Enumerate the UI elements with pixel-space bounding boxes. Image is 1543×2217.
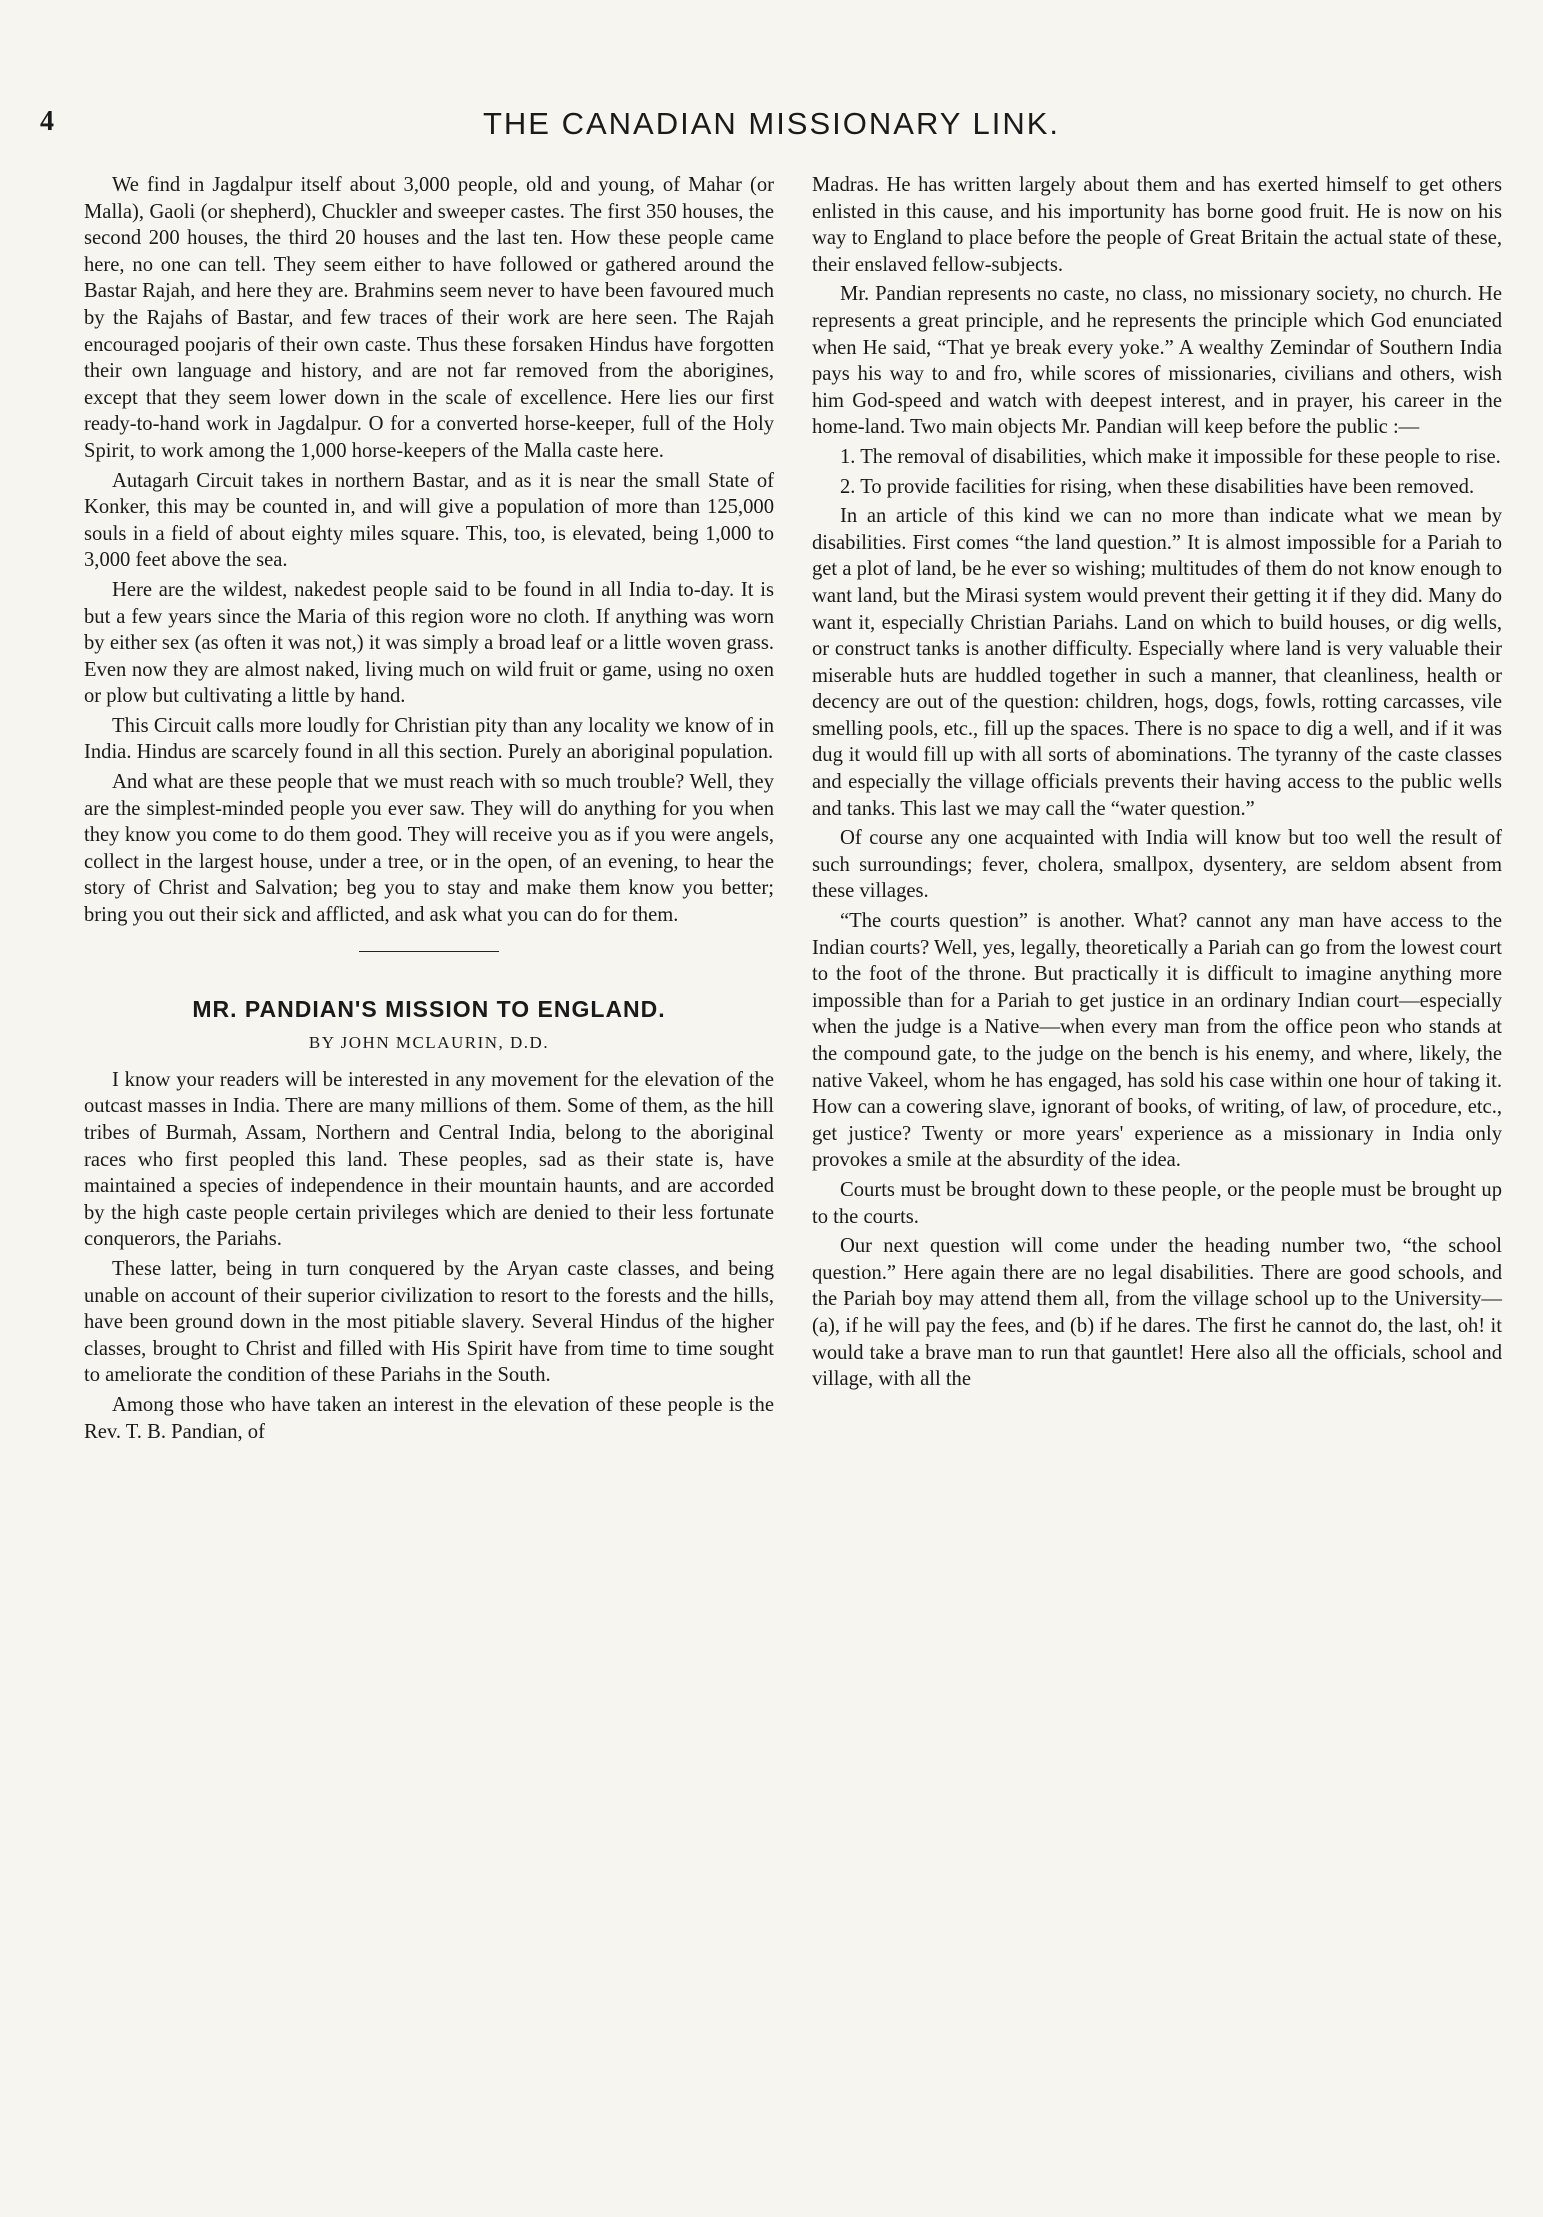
- running-title: THE CANADIAN MISSIONARY LINK.: [482, 106, 1061, 141]
- paragraph-madras-continued: Madras. He has written largely about them and has exerted himself to get others enlisted in this cause, and his importunity has borne good fruit. He is now on his way to England to place before the people of Great Britain the actual state of these, their enslaved fellow-subjects.: [812, 174, 1502, 276]
- paragraph-jagdalpur: We find in Jagdalpur itself about 3,000 people, old and young, of Mahar (or Malla), Gaoli (or shepherd), Chuckler and sweeper castes. The first 350 houses, the second 200 houses, the third 20 houses and the last ten. How these people came here, no one can tell. They seem either to have followed or gathered around the Bastar Rajah, and here they are. Brahmins seem never to have been favoured much by the Rajahs of Bastar, and few traces of their work are here seen. The Rajah encouraged poojaris of their own caste. Thus these forsaken Hindus have forgotten their own language and history, and are not far removed from the aborigines, except that they seem lower down in the scale of excellence. Here lies our first ready-to-hand work in Jagdalpur. O for a converted horse-keeper, full of the Holy Spirit, to work among the 1,000 horse-keepers of the Malla caste here.: [84, 174, 774, 462]
- list-item-facilities: 2. To provide facilities for rising, when these disabilities have been removed.: [840, 475, 1475, 498]
- section-divider: [359, 951, 499, 952]
- paragraph-courts-brought-down: Courts must be brought down to these people, or the people must be brought up to the courts.: [812, 1178, 1502, 1228]
- paragraph-courts-question: “The courts question” is another. What? cannot any man have access to the Indian courts? Well, yes, legally, theoretically a Pariah can go from the lowest court to the foot of the throne. But practically it is difficult to imagine anything more impossible than for a Pariah to get justice in an ordinary Indian court—especially when the judge is a Native—when every man from the office peon who stands at the compound gate, to the judge on the bench is his enemy, and where, likely, the native Vakeel, whom he has engaged, has sold his case within one hour of taking it. How can a cowering slave, ignorant of books, of writing, of law, of procedure, etc., get justice? Twenty or more years' experience as a missionary in India only provokes a smile at the absurdity of the idea.: [812, 910, 1502, 1172]
- paragraph-land-question: In an article of this kind we can no more than indicate what we mean by disabilities. First comes “the land question.” It is almost impossible for a Pariah to get a plot of land, be he ever so wishing; multitudes of them do not know enough to want land, but the Mirasi system would prevent their getting it if they did. Many do want it, especially Christian Pariahs. Land on which to build houses, or dig wells, or construct tanks is another difficulty. Especially where land is very valuable their miserable huts are huddled together in such a manner, that cleanliness, health or decency are out of the question: children, hogs, dogs, fowls, rotting carcasses, vile smelling pools, etc., fill up the spaces. There is no space to dig a well, and if it was dug it would fill up with all sorts of abominations. The tyranny of the caste classes and especially the village officials prevents their having access to the public wells and tanks. This last we may call the “water question.”: [812, 505, 1502, 820]
- article-byline: BY JOHN MCLAURIN, D.D.: [308, 1033, 550, 1053]
- article-title: MR. PANDIAN'S MISSION TO ENGLAND.: [192, 995, 666, 1022]
- paragraph-school-question: Our next question will come under the heading number two, “the school question.” Here again there are no legal disabilities. There are good schools, and the Pariah boy may attend them all, from the village school up to the University—(a), if he will pay the fees, and (b) if he dares. The first he cannot do, the last, oh! it would take a brave man to run that gauntlet! Here also all the officials, school and village, with all the: [812, 1235, 1502, 1391]
- paragraph-intro: I know your readers will be interested in any movement for the elevation of the outcast masses in India. There are many millions of them. Some of them, as the hill tribes of Burmah, Assam, Northern and Central India, belong to the aboriginal races who first peopled this land. These peoples, sad as their state is, have maintained a species of independence in their mountain haunts, and are accorded by the high caste people certain privileges which are denied to their less fortunate conquerors, the Pariahs.: [84, 1068, 774, 1251]
- paragraph-among-those: Among those who have taken an interest in the elevation of these people is the Rev. T. B. Pandian, of: [84, 1393, 774, 1443]
- paragraph-represents: Mr. Pandian represents no caste, no class, no missionary society, no church. He represents a great principle, and he represents the principle which God enunciated when He said, “That ye break every yoke.” A wealthy Zemindar of Southern India pays his way to and fro, while scores of missionaries, civilians and others, wish him God-speed and watch with deepest interest, and in prayer, his career in the home-land. Two main objects Mr. Pandian will keep before the public :—: [812, 283, 1502, 439]
- paragraph-surroundings: Of course any one acquainted with India will know but too well the result of such surroundings; fever, cholera, smallpox, dysentery, are seldom absent from these villages.: [812, 827, 1502, 903]
- paragraph-christian-pity: This Circuit calls more loudly for Christian pity than any locality we know of in India. Hindus are scarcely found in all this section. Purely an aboriginal population.: [84, 714, 774, 764]
- paragraph-simplest-minded: And what are these people that we must reach with so much trouble? Well, they are the simplest-minded people you ever saw. They will do anything for you when they know you come to do them good. They will receive you as if you were angels, collect in the largest house, under a tree, or in the open, of an evening, to hear the story of Christ and Salvation; beg you to stay and make them know you better; bring you out their sick and afflicted, and ask what you can do for them.: [84, 771, 774, 927]
- right-column: [812, 172, 1502, 1393]
- left-column: [84, 172, 774, 1445]
- page-number: 4: [40, 106, 54, 137]
- paragraph-wildest-people: Here are the wildest, nakedest people said to be found in all India to-day. It is but a few years since the Maria of this region wore no cloth. If anything was worn by either sex (as often it was not,) it was simply a broad leaf or a little woven grass. Even now they are almost naked, living much on wild fruit or game, using no oxen or plow but cultivating a little by hand.: [84, 578, 774, 708]
- paragraph-these-latter: These latter, being in turn conquered by the Aryan caste classes, and being unable on account of their superior civilization to resort to the forests and the hills, have been ground down in the most pitiable slavery. Several Hindus of the higher classes, brought to Christ and filled with His Spirit have from time to time sought to ameliorate the condition of these Pariahs in the South.: [84, 1257, 774, 1387]
- paragraph-autagarh: Autagarh Circuit takes in northern Bastar, and as it is near the small State of Konker, this may be counted in, and will give a population of more than 125,000 souls in a field of about eighty miles square. This, too, is elevated, being 1,000 to 3,000 feet above the sea.: [84, 469, 774, 572]
- list-item-removal: 1. The removal of disabilities, which make it impossible for these people to rise.: [840, 445, 1501, 468]
